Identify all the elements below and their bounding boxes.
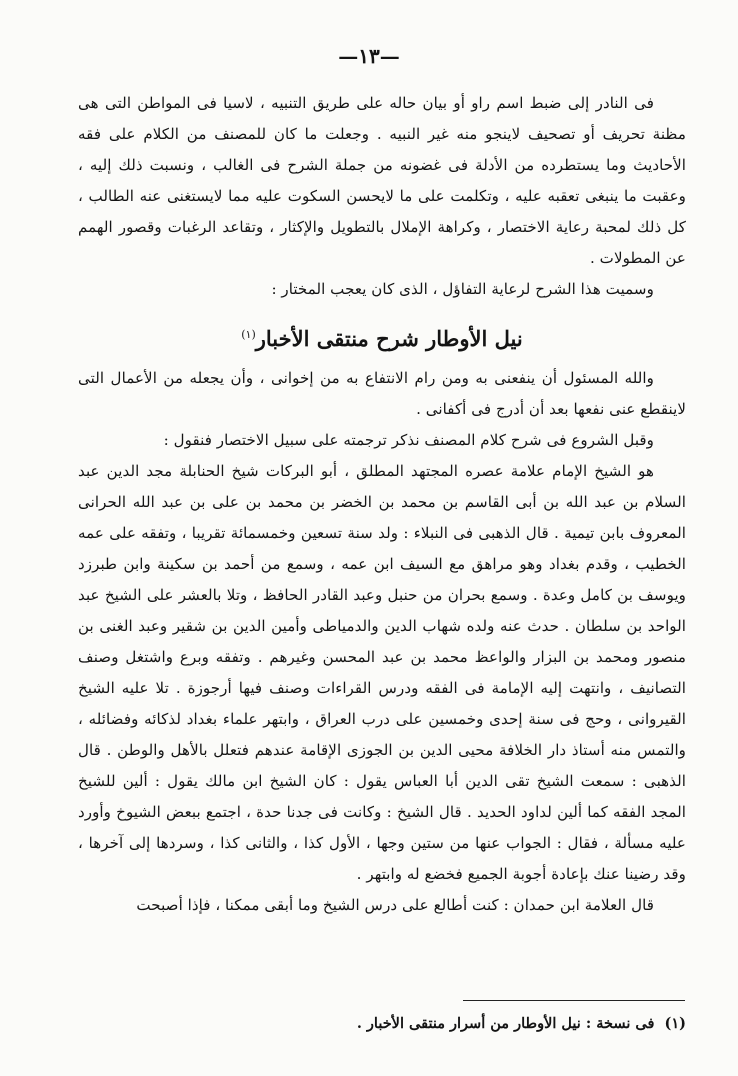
book-title-text: نيل الأوطار شرح منتقى الأخبار (255, 326, 523, 351)
body-paragraph-3: هو الشيخ الإمام علامة عصره المجتهد المطلق ، أبو البركات شيخ الحنابلة مجد الدين عبد السلام بن عبد الله بن أبى القاسم بن محمد بن الخضر بن محمد بن على بن عبد الله الحرانى المعروف بابن تيمية . قال الذهبى فى النبلاء : ولد سنة تسعين وخمسمائة تقريبا ، وتفقه على عمه الخطيب ، وقدم بغداد وهو مراهق مع السيف ابن عمه ، وسمع من أحمد بن سكينة وابن طبرزد ويوسف بن كامل وعدة . وسمع بحران من حنبل وعبد القادر الحافظ ، وتلا بالعشر على الشيخ عبد الواحد بن سلطان . حدث عنه ولده شهاب الدين والدمياطى وأمين الدين بن شقير وعبد الغنى بن منصور ومحمد بن البزار والواعظ محمد بن عبد المحسن وغيرهم . وتفقه وبرع واشتغل وصنف التصانيف ، وانتهت إليه الإمامة فى الفقه ودرس القراءات وصنف فيها أرجوزة . تلا عليه الشيخ القيروانى ، وحج فى سنة إحدى وخمسين على درب العراق ، وابتهر علماء بغداد لذكائه وفضائله ، والتمس منه أستاذ دار الخلافة محيى الدين بن الجوزى الإقامة عندهم فتعلل بالأهل والوطن . قال الذهبى : سمعت الشيخ تقى الدين أبا العباس يقول : كان الشيخ ابن مالك يقول : ألين للشيخ المجد الفقه كما ألين لداود الحديد . قال الشيخ : وكانت فى جدنا حدة ، اجتمع ببعض الشيوخ وأورد عليه مسألة ، فقال : الجواب عنها من ستين وجها ، الأول كذا ، والثانى كذا ، وسردها إلى آخرها ، وقد رضينا عنك بإعادة أجوبة الجميع فخضع له وابتهر . (78, 462, 686, 883)
intro-paragraph-2: وسميت هذا الشرح لرعاية التفاؤل ، الذى كان يعجب المختار : (271, 280, 654, 298)
footnote (78, 1010, 686, 1038)
intro-paragraph-1: فى النادر إلى ضبط اسم راو أو بيان حاله على طريق التنبيه ، لاسيا فى المواطن التى هى مظنة تحريف أو تصحيف لاينجو منه غير النبيه . وجعلت ما كان للمصنف من الكلام على فقه الأحاديث وما يستطرده من الأدلة فى غضونه من جملة الشرح فى الغالب ، ونسبت ذلك إليه ، وعقبت ما ينبغى تعقبه عليه ، وتكلمت على ما لايحسن السكوت عليه مما لايستغنى عنه الطالب ، كل ذلك لمحبة رعاية الاختصار ، وكراهة الإملال بالتطويل والإكثار ، وتقاعد الرغبات وقصور الهمم عن المطولات . (78, 94, 686, 267)
body-paragraph-2: وقبل الشروع فى شرح كلام المصنف نذكر ترجمته على سبيل الاختصار فنقول : (163, 431, 654, 449)
main-text (78, 88, 686, 921)
body-paragraph-1: والله المسئول أن ينفعنى به ومن رام الانتفاع به من إخوانى ، وأن يجعله من الأعمال التى لاينقطع عنى نفعها بعد أن أدرج فى أكفانى . (78, 369, 686, 418)
title-footnote-ref: (١) (241, 328, 256, 341)
page-number: —١٣— (338, 44, 400, 68)
body-paragraph-4: قال العلامة ابن حمدان : كنت أطالع على درس الشيخ وما أبقى ممكنا ، فإذا أصبحت (136, 896, 654, 914)
footnote-divider (463, 1000, 685, 1001)
footnote-text: فى نسخة : نيل الأوطار من أسرار منتقى الأخبار . (356, 1015, 655, 1032)
footnote-marker: (١) (664, 1015, 686, 1032)
book-title (78, 315, 686, 359)
